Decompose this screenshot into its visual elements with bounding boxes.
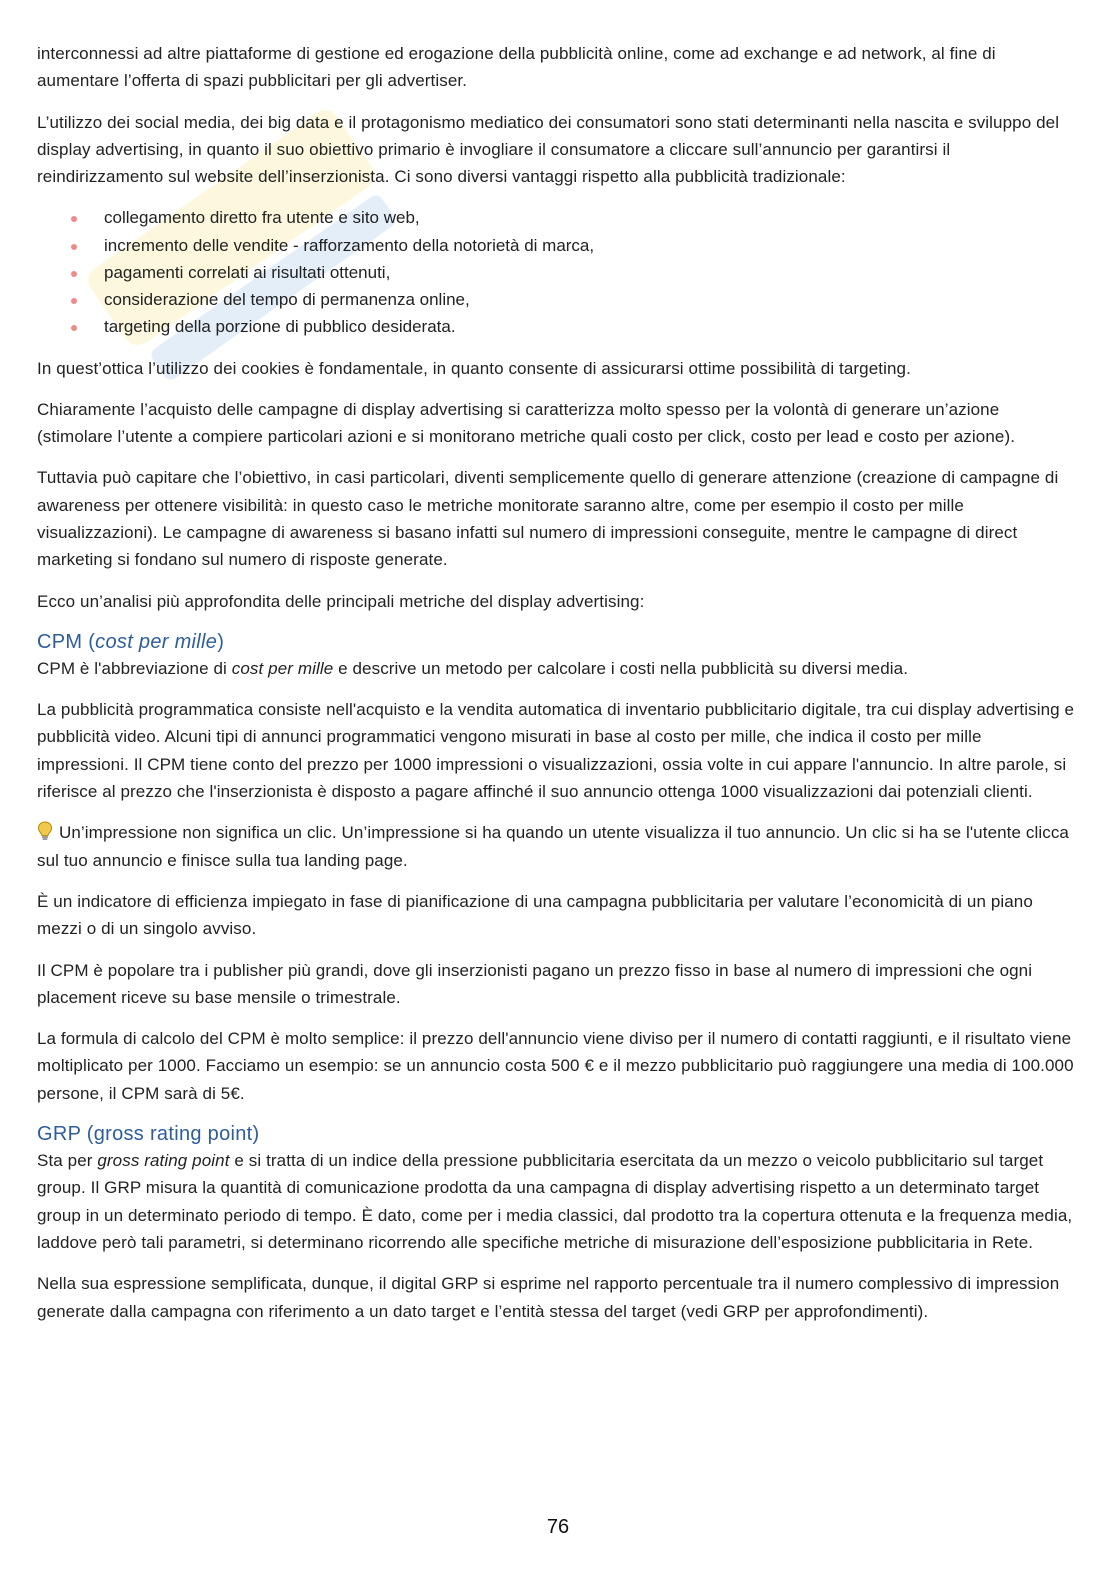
paragraph: In quest’ottica l’utilizzo dei cookies è fondamentale, in quanto consente di assicurarsi ottime possibilità di targeting. <box>37 358 911 378</box>
list-item: collegamento diretto fra utente e sito web, <box>37 204 1077 231</box>
list-item: incremento delle vendite - rafforzamento della notorietà di marca, <box>37 232 1077 259</box>
paragraph: Il CPM è popolare tra i publisher più grandi, dove gli inserzionisti pagano un prezzo fisso in base al numero di impressioni che ogni placement riceve su base mensile o trimestrale. <box>37 960 1033 1007</box>
lightbulb-icon <box>37 821 53 841</box>
paragraph: interconnessi ad altre piattaforme di gestione ed erogazione della pubblicità online, come ad exchange e ad network, al fine di aumentare l’offerta di spazi pubblicitari per gli advertiser. <box>37 44 996 91</box>
bullet-icon <box>71 216 77 222</box>
paragraph: Tuttavia può capitare che l’obiettivo, in casi particolari, diventi semplicemente quello di generare attenzione (creazione di campagne di awareness per ottenere visibilità: in questo caso le metriche monitorate saranno altre, come per esempio il costo per mille visualizzazioni). Le campagne di awareness si basano infatti sul numero di impressioni conseguite, mentre le campagne di direct marketing si fondano sul numero di risposte generate. <box>37 468 1059 570</box>
cpm-intro: CPM è l'abbreviazione di cost per mille e descrive un metodo per calcolare i costi nella pubblicità su diversi media. <box>37 658 909 678</box>
list-item: considerazione del tempo di permanenza online, <box>37 286 1077 313</box>
tip-paragraph: Un’impressione non significa un clic. Un’impressione si ha quando un utente visualizza il tuo annuncio. Un clic si ha se l'utente clicca sul tuo annuncio e finisce sulla tua landing page. <box>37 823 1069 870</box>
bullet-icon <box>71 325 77 331</box>
paragraph: Chiaramente l’acquisto delle campagne di display advertising si caratterizza molto spesso per la volontà di generare un’azione (stimolare l’utente a compiere particolari azioni e si monitorano metriche quali costo per click, costo per lead e costo per azione). <box>37 399 1016 447</box>
paragraph: La formula di calcolo del CPM è molto semplice: il prezzo dell'annuncio viene diviso per il numero di contatti raggiunti, e il risultato viene moltiplicato per 1000. Facciamo un esempio: se un annuncio costa 500 € e il mezzo pubblicitario può raggiungere una media di 100.000 persone, il CPM sarà di 5€. <box>37 1029 1074 1103</box>
list-item: pagamenti correlati ai risultati ottenuti, <box>37 259 1077 286</box>
grp-intro: Sta per gross rating point e si tratta di un indice della pressione pubblicitaria esercitata da un mezzo o veicolo pubblicitario sul target group. Il GRP misura la quantità di comunicazione prodotta da una campagna di display advertising rispetto a un determinato target group in un determinato periodo di tempo. È dato, come per i media classici, dal prodotto tra la copertura ottenuta e la frequenza media, laddove però tali parametri, si determinano ricorrendo alle specifiche metriche di misurazione dell’esposizione pubblicitaria in Rete. <box>37 1151 1073 1252</box>
bullet-icon <box>71 244 77 250</box>
section-heading-cpm: CPM (cost per mille) <box>37 630 225 653</box>
section-heading-grp: GRP (gross rating point) <box>37 1123 260 1146</box>
list-item: targeting della porzione di pubblico desiderata. <box>37 313 1077 340</box>
paragraph: Nella sua espressione semplificata, dunque, il digital GRP si esprime nel rapporto percentuale tra il numero complessivo di impression generate dalla campagna con riferimento a un dato target e l’entità stessa del target (vedi GRP per approfondimenti). <box>37 1274 1060 1321</box>
paragraph: L’utilizzo dei social media, dei big data e il protagonismo mediatico dei consumatori sono stati determinanti nella nascita e sviluppo del display advertising, in quanto il suo obiettivo primario è invogliare il consumatore a cliccare sull’annuncio per garantirsi il reindirizzamento sul website dell’inserzionista. Ci sono diversi vantaggi rispetto alla pubblicità tradizionale: <box>37 112 1060 187</box>
bullet-icon <box>71 298 77 304</box>
page-number: 76 <box>546 1516 570 1538</box>
bullet-icon <box>71 271 77 277</box>
advantages-list <box>37 204 1077 340</box>
paragraph: È un indicatore di efficienza impiegato in fase di pianificazione di una campagna pubblicitaria per valutare l’economicità di un piano mezzi o di un singolo avviso. <box>37 891 1033 939</box>
paragraph: Ecco un’analisi più approfondita delle principali metriche del display advertising: <box>37 591 645 611</box>
paragraph: La pubblicità programmatica consiste nell'acquisto e la vendita automatica di inventario pubblicitario digitale, tra cui display advertising e pubblicità video. Alcuni tipi di annunci programmatici vengono misurati in base al costo per mille, che indica il costo per mille impressioni. Il CPM tiene conto del prezzo per 1000 impressioni o visualizzazioni, ossia volte in cui appare l'annuncio. In altre parole, si riferisce al prezzo che l'inserzionista è disposto a pagare affinché il suo annuncio ottenga 1000 visualizzazioni dai potenziali clienti. <box>37 700 1075 802</box>
document-page <box>37 40 1077 1339</box>
